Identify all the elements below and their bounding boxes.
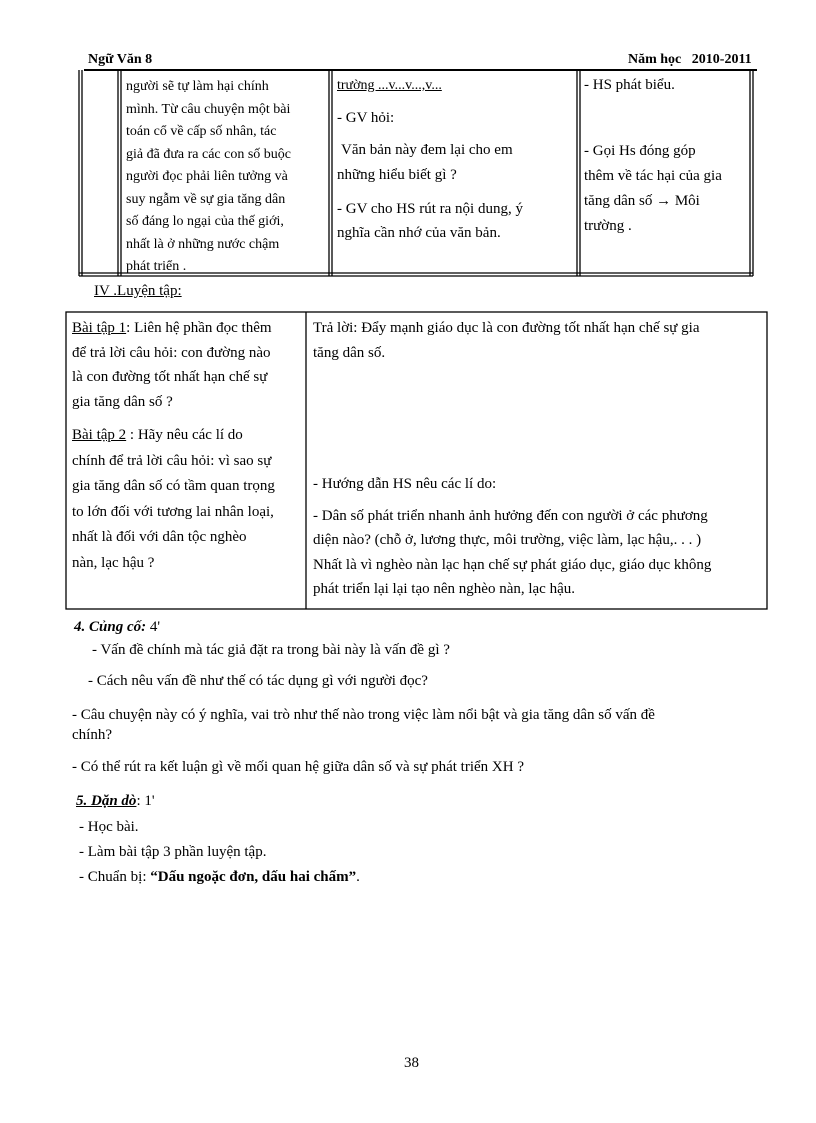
text-line: để trả lời câu hỏi: con đường nào <box>72 344 271 361</box>
consolidation-item: - Có thể rút ra kết luận gì về mối quan hệ giữa dân số và sự phát triển XH ? <box>72 759 524 775</box>
consolidation-item: - Cách nêu vấn đề như thế có tác dụng gì với người đọc? <box>88 673 428 689</box>
text-line: toán cổ về cấp số nhân, tác <box>126 124 277 139</box>
gv-question-label: - GV hỏi: <box>337 110 395 126</box>
text-line: gia tăng dân số có tầm quan trọng <box>72 478 275 494</box>
consolidation-title: 4. Củng cố: <box>74 619 147 635</box>
text-line: trường . <box>584 218 632 234</box>
text-line: Nhất là vì nghèo nàn lạc hạn chế sự phát giáo dục, giáo dục không <box>313 556 712 573</box>
text-line: gia tăng dân số ? <box>72 393 173 410</box>
consolidation-time: 4' <box>149 619 161 635</box>
exercise-1: Bài tập 1: Liên hệ phần đọc thêm để trả lời câu hỏi: con đường nào là con đường tốt nhất hạn chế sự gia tăng dân số ? <box>72 316 304 414</box>
text-line: mình. Từ câu chuyện một bài <box>126 101 291 117</box>
text-line: giả đã đưa ra các con số buộc <box>126 146 292 162</box>
gv-summary-line: - GV cho HS rút ra nội dung, ý <box>337 201 523 217</box>
homework-prepare-title: “Dấu ngoặc đơn, dấu hai chấm” <box>150 869 357 885</box>
text-line: - Dân số phát triển nhanh ảnh hưởng đến con người ở các phương <box>313 507 708 524</box>
answer-2 <box>313 472 765 602</box>
text-line: - Gọi Hs đóng góp <box>584 143 696 159</box>
text-line: suy ngẫm về sự gia tăng dân <box>126 191 286 207</box>
exercise-1-label: Bài tập 1 <box>72 320 127 336</box>
text-line: Liên hệ phần đọc thêm <box>134 320 272 336</box>
text-line: người đọc phải liên tưởng và <box>126 169 288 184</box>
consolidation-item: chính? <box>72 727 112 743</box>
exercise-2-label: Bài tập 2 <box>72 427 127 443</box>
homework-prepare <box>79 869 360 886</box>
text-line: : Hãy nêu các lí do <box>129 427 243 443</box>
practice-heading: IV .Luyện tập: <box>94 283 182 299</box>
homework-heading <box>76 793 155 810</box>
text-line: phát triển . <box>126 259 187 274</box>
text-line: số đáng lo ngại của thế giới, <box>126 214 284 229</box>
text-line: chính để trả lời câu hỏi: vì sao sự <box>72 452 272 469</box>
text-line: nàn, lạc hậu ? <box>72 554 155 571</box>
answer-1 <box>313 316 765 366</box>
text-line: Trả lời: Đẩy mạnh giáo dục là con đường tốt nhất hạn chế sự gia <box>313 320 700 336</box>
text-line: tăng dân số. <box>313 345 386 361</box>
hs-response: - HS phát biểu. <box>584 77 675 93</box>
text-line: người sẽ tự làm hại chính <box>126 79 269 94</box>
header-year-label: Năm học <box>628 52 682 67</box>
page-number: 38 <box>404 1055 419 1071</box>
text-line: nhất là ở những nước chậm <box>126 236 280 252</box>
top-table-col3-top: trường ...v...v...,v... <box>337 78 442 93</box>
text-line: - Hướng dẫn HS nêu các lí do: <box>313 476 497 492</box>
homework-title: 5. Dặn dò <box>76 793 137 809</box>
consolidation-heading <box>74 619 160 636</box>
gv-summary-line: nghĩa cần nhớ của văn bản. <box>337 225 501 241</box>
consolidation-item: - Vấn đề chính mà tác giả đặt ra trong bài này là vấn đề gì ? <box>92 642 450 658</box>
header-year-value: 2010-2011 <box>691 52 752 67</box>
text-line: thêm về tác hại của gia <box>584 168 722 184</box>
text-line: diện nào? (chỗ ở, lương thực, môi trường, việc làm, lạc hậu,. . . ) <box>313 532 702 548</box>
text-line: là con đường tốt nhất hạn chế sự <box>72 369 268 385</box>
gv-question-line: Văn bản này đem lại cho em <box>341 142 513 158</box>
header-subject: Ngữ Văn 8 <box>88 52 153 67</box>
homework-time: : 1' <box>136 793 155 809</box>
text-line: phát triển lại lại tạo nên nghèo nàn, lạc hậu. <box>313 581 575 597</box>
homework-item: - Làm bài tập 3 phần luyện tập. <box>79 844 267 860</box>
exercise-2 <box>72 423 304 576</box>
homework-item: - Học bài. <box>79 819 139 835</box>
text-line: nhất là đối với dân tộc nghèo <box>72 529 247 545</box>
consolidation-item: - Câu chuyện này có ý nghĩa, vai trò như thế nào trong việc làm nổi bật và gia tăng dân số vấn đề <box>72 707 655 723</box>
text-line: to lớn đối với tương lai nhân loại, <box>72 503 274 520</box>
homework-prepare-prefix: - Chuẩn bị: <box>79 869 151 885</box>
homework-prepare-suffix: . <box>356 869 360 885</box>
text-line: tăng dân số → Môi <box>584 193 700 209</box>
gv-question-line: những hiểu biết gì ? <box>337 167 457 183</box>
